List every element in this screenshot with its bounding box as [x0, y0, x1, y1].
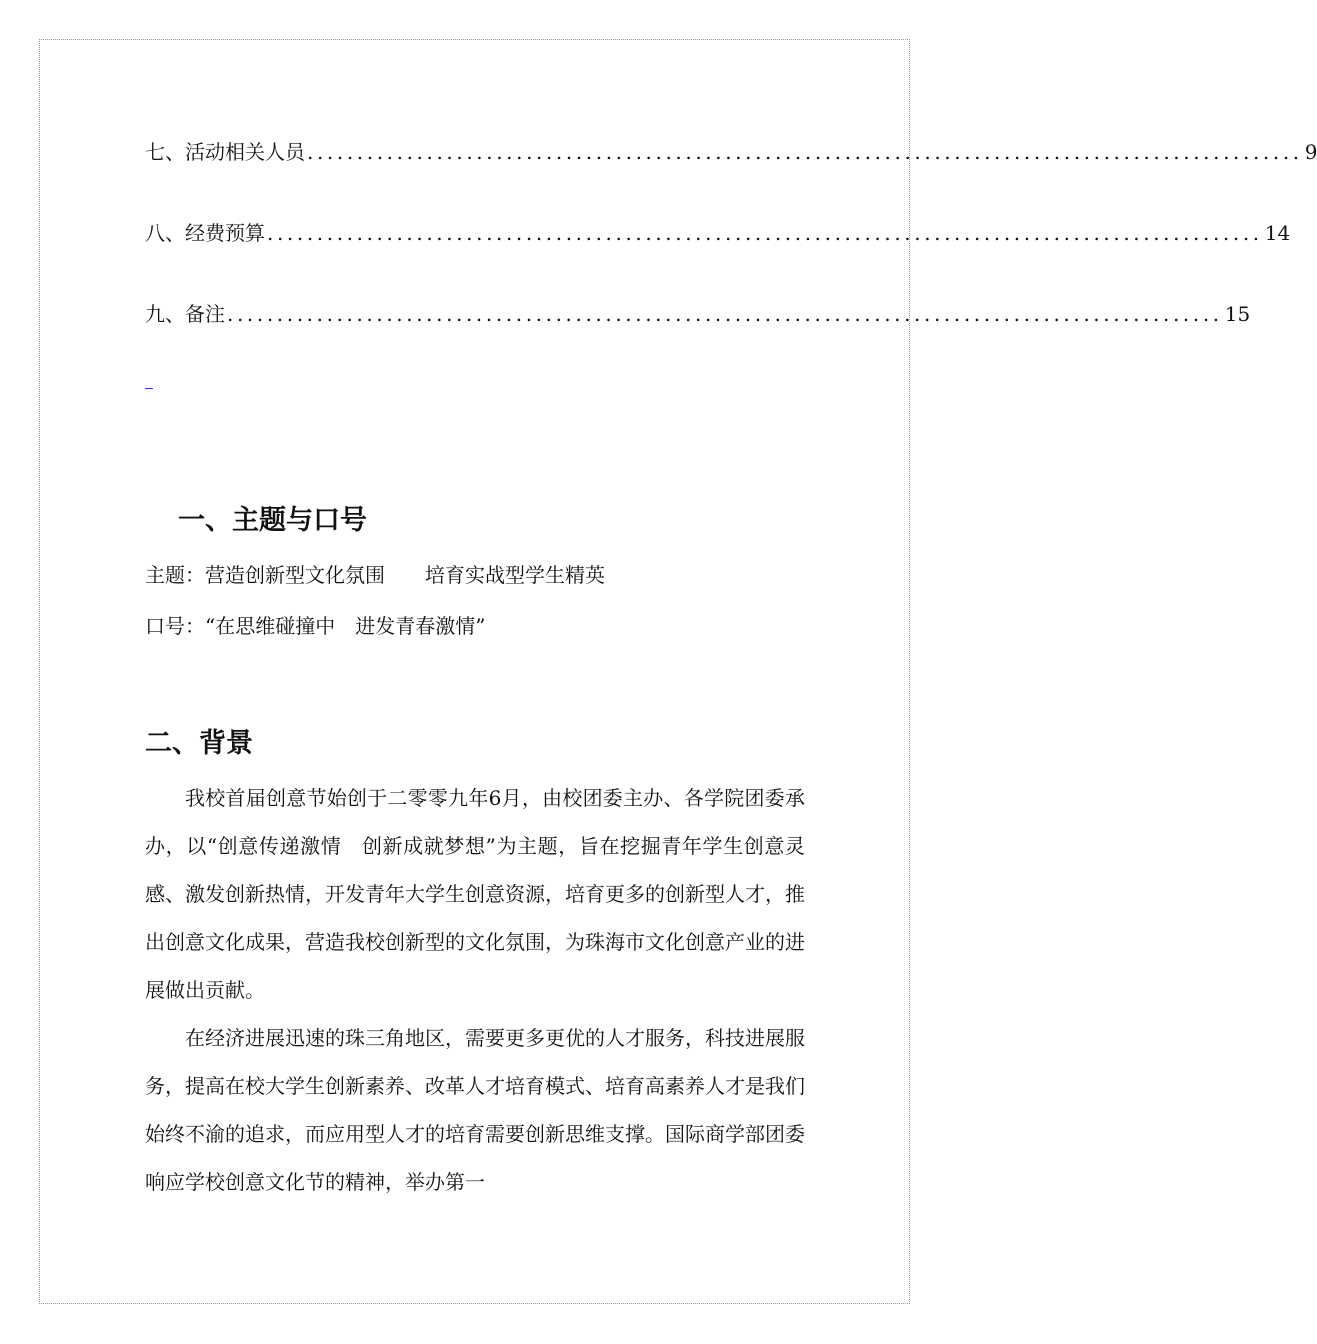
background-paragraph: 在经济进展迅速的珠三角地区，需要更多更优的人才服务，科技进展服务，提高在校大学生创新素养、改革人才培育模式、培育高素养人才是我们始终不渝的追求，而应用型人才的培育需要创新思维支撑。国际商学部团委响应学校创意文化节的精神，举办第一: [145, 1026, 805, 1194]
theme-line: 主题：营造创新型文化氛围 培育实战型学生精英: [145, 563, 605, 587]
toc-entry[interactable]: [145, 218, 1291, 248]
toc-leader-dots: ....................................................................................................: [267, 221, 1263, 245]
text-cursor-mark: [145, 388, 153, 389]
toc-entry-page: 15: [1224, 302, 1251, 326]
section-heading-theme: 一、主题与口号: [178, 505, 367, 536]
toc-entry[interactable]: [145, 137, 1317, 167]
toc-entry[interactable]: [145, 299, 1251, 329]
toc-entry-page: 14: [1264, 221, 1291, 245]
toc-entry-label: 八、经费预算: [145, 221, 265, 245]
toc-entry-label: 九、备注: [145, 302, 225, 326]
toc-leader-dots: ....................................................................................................: [227, 302, 1223, 326]
toc-entry-label: 七、活动相关人员: [145, 140, 305, 164]
toc-leader-dots: ....................................................................................................: [307, 140, 1303, 164]
slogan-line: 口号：“在思维碰撞中 进发青春激情”: [145, 614, 486, 638]
background-paragraph: 我校首届创意节始创于二零零九年6月，由校团委主办、各学院团委承办，以“创意传递激情 创新成就梦想”为主题，旨在挖掘青年学生创意灵感、激发创新热情，开发青年大学生创意资源，培育更多的创新型人才，推出创意文化成果，营造我校创新型的文化氛围，为珠海市文化创意产业的进展做出贡献。: [145, 786, 805, 1002]
toc-entry-page: 9: [1304, 140, 1317, 164]
section-heading-background: 二、背景: [145, 728, 253, 759]
